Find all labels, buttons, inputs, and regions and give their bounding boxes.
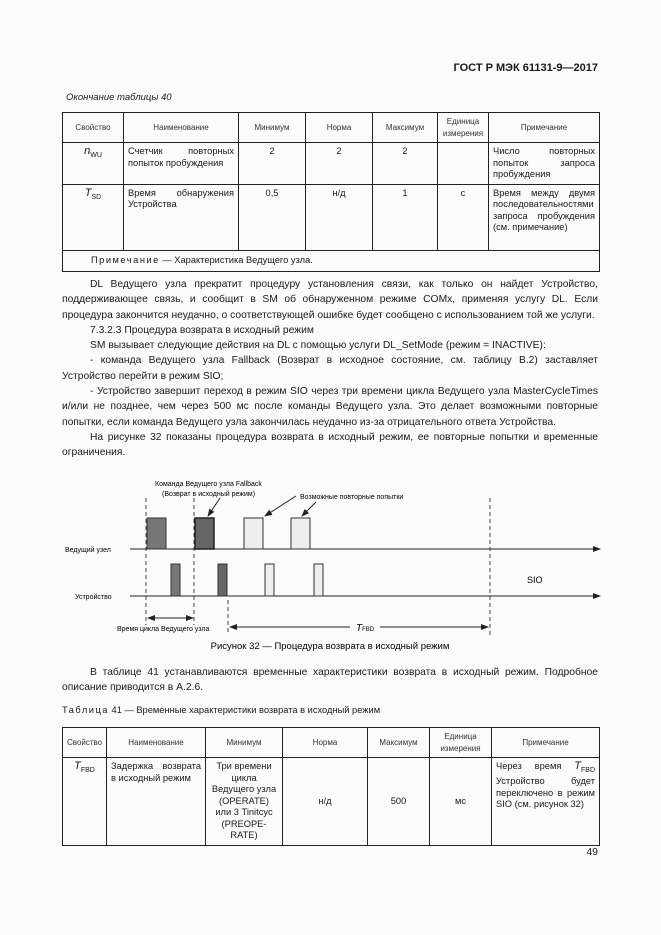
note-post: Устройство будет переключено в режим SIO (см. рисунок 32) <box>496 776 595 810</box>
table-40 <box>62 112 600 272</box>
arrow-retry-2 <box>302 502 316 516</box>
paragraph: DL Ведущего узла прекратит процедуру установления связи, как только он найдет Устройство, поддерживающее связь, и сообщит в SM об обнаруженном режиме COMx, применяя услугу DL. Если процедура закончится неудачно, о соответствующей ошибке будет сообщено с использованием той же услуги. <box>62 279 598 321</box>
master-retry-frame <box>244 518 263 549</box>
paragraph: В таблице 41 устанавливаются временные характеристики возврата в исходный режим. Подробное описание приводится в A.2.6. <box>62 667 598 694</box>
device-retry-frame <box>314 564 323 596</box>
col-header: Норма <box>306 113 373 143</box>
symbol-sub: WU <box>90 151 102 159</box>
symbol-sub: FBD <box>80 766 95 774</box>
table-header-row <box>63 728 600 758</box>
note-symbol-sub: FBD <box>581 766 595 774</box>
unit-cell: мс <box>430 758 492 846</box>
arrow-retry-1 <box>265 496 296 516</box>
page-number: 49 <box>586 846 598 858</box>
master-frame <box>147 518 166 549</box>
device-retry-frame <box>265 564 274 596</box>
table-note-row <box>63 250 600 271</box>
col-header: Свойство <box>63 113 124 143</box>
master-fallback-frame <box>195 518 214 549</box>
symbol-cell <box>63 184 124 250</box>
table40-caption: Окончание таблицы 40 <box>66 92 172 103</box>
table-row <box>63 758 600 846</box>
col-header: Максимум <box>373 113 438 143</box>
norm-cell: н/д <box>283 758 368 846</box>
unit-cell <box>438 143 489 185</box>
label-fallback-cmd: Команда Ведущего узла Fallback <box>155 481 262 488</box>
note-cell: Время между двумя последовательностями запроса пробуждения (см. примечание) <box>489 184 600 250</box>
col-header: Единица измерения <box>438 113 489 143</box>
min-cell: 0,5 <box>239 184 306 250</box>
note-cell <box>492 758 600 846</box>
caption-text: 41 — Временные характеристики возврата в исходный режим <box>108 705 381 715</box>
device-frame <box>171 564 180 596</box>
symbol-sub: SD <box>91 193 102 201</box>
table-row <box>63 184 600 250</box>
table-header-row <box>63 113 600 143</box>
max-cell: 2 <box>373 143 438 185</box>
table-41 <box>62 727 600 846</box>
col-header: Минимум <box>239 113 306 143</box>
label-retries: Возможные повторные попытки <box>300 494 404 501</box>
norm-cell: 2 <box>306 143 373 185</box>
note-text: — Характеристика Ведущего узла. <box>159 254 313 265</box>
col-header: Единица измерения <box>430 728 492 758</box>
cycle-time-label: Время цикла Ведущего узла <box>117 626 210 633</box>
paragraph: SM вызывает следующие действия на DL с помощью услуги DL_SetMode (режим = INACTIVE): <box>90 340 546 352</box>
col-header: Примечание <box>492 728 600 758</box>
min-cell: Три времени цикла Ведущего узла (OPERATE) или 3 Tinitcyc (PREOPE-RATE) <box>206 758 283 846</box>
symbol-cell <box>63 143 124 185</box>
symbol-cell <box>63 758 107 846</box>
arrow-fallback <box>208 498 220 516</box>
unit-cell: с <box>438 184 489 250</box>
body-text <box>62 277 598 461</box>
master-retry-frame <box>291 518 310 549</box>
note-cell: Число повторных попыток запроса пробуждения <box>489 143 600 185</box>
col-header: Максимум <box>368 728 430 758</box>
name-cell: Счетчик повторных попыток пробуждения <box>124 143 239 185</box>
col-header: Минимум <box>206 728 283 758</box>
min-cell: 2 <box>239 143 306 185</box>
label-fallback-cmd-sub: (Возврат в исходный режим) <box>162 491 256 498</box>
col-header: Наименование <box>124 113 239 143</box>
max-cell: 1 <box>373 184 438 250</box>
note-symbol: T <box>574 760 581 772</box>
master-label: Ведущий узел <box>65 547 111 554</box>
paragraph: На рисунке 32 показаны процедура возврата в исходный режим, ее повторные попытки и временные ограничения. <box>62 431 598 459</box>
device-label: Устройство <box>75 594 112 601</box>
name-cell: Задержка возврата в исходный режим <box>107 758 206 846</box>
standard-header: ГОСТ Р МЭК 61131-9—2017 <box>453 62 598 74</box>
name-cell: Время обнаружения Устройства <box>124 184 239 250</box>
symbol: T <box>74 760 81 772</box>
caption-label: Таблица <box>62 705 109 715</box>
symbol: n <box>84 145 91 157</box>
paragraph: - Устройство завершит переход в режим SIO через три времени цикла Ведущего узла MasterCycleTimes и/или не позднее, чем через 500 мс после команды Ведущего узла. Это делает возможными повторные попытки, если команда Ведущего узла закончилась неудачно из-за отрицательного ответа Устройства. <box>62 386 598 428</box>
figure-32-diagram <box>0 470 661 655</box>
device-frame <box>218 564 227 596</box>
note-label: Примечание <box>91 254 160 265</box>
col-header: Наименование <box>107 728 206 758</box>
section-heading: 7.3.2.3 Процедура возврата в исходный режим <box>90 324 314 336</box>
col-header: Примечание <box>489 113 600 143</box>
table41-caption <box>62 705 380 715</box>
col-header: Норма <box>283 728 368 758</box>
body-text-2 <box>62 665 598 696</box>
paragraph: - команда Ведущего узла Fallback (Возврат в исходное состояние, см. таблицу B.2) заставляет Устройство перейти в режим SIO; <box>62 355 598 382</box>
col-header: Свойство <box>63 728 107 758</box>
max-cell: 500 <box>368 758 430 846</box>
note-pre: Через время <box>496 761 575 771</box>
norm-cell: н/д <box>306 184 373 250</box>
figure-caption: Рисунок 32 — Процедура возврата в исходный режим <box>210 641 450 652</box>
tfbd-label: TFBD <box>356 623 375 634</box>
table-row <box>63 143 600 185</box>
sio-label: SIO <box>527 575 543 585</box>
table-note <box>63 250 600 271</box>
symbol: T <box>84 186 92 199</box>
